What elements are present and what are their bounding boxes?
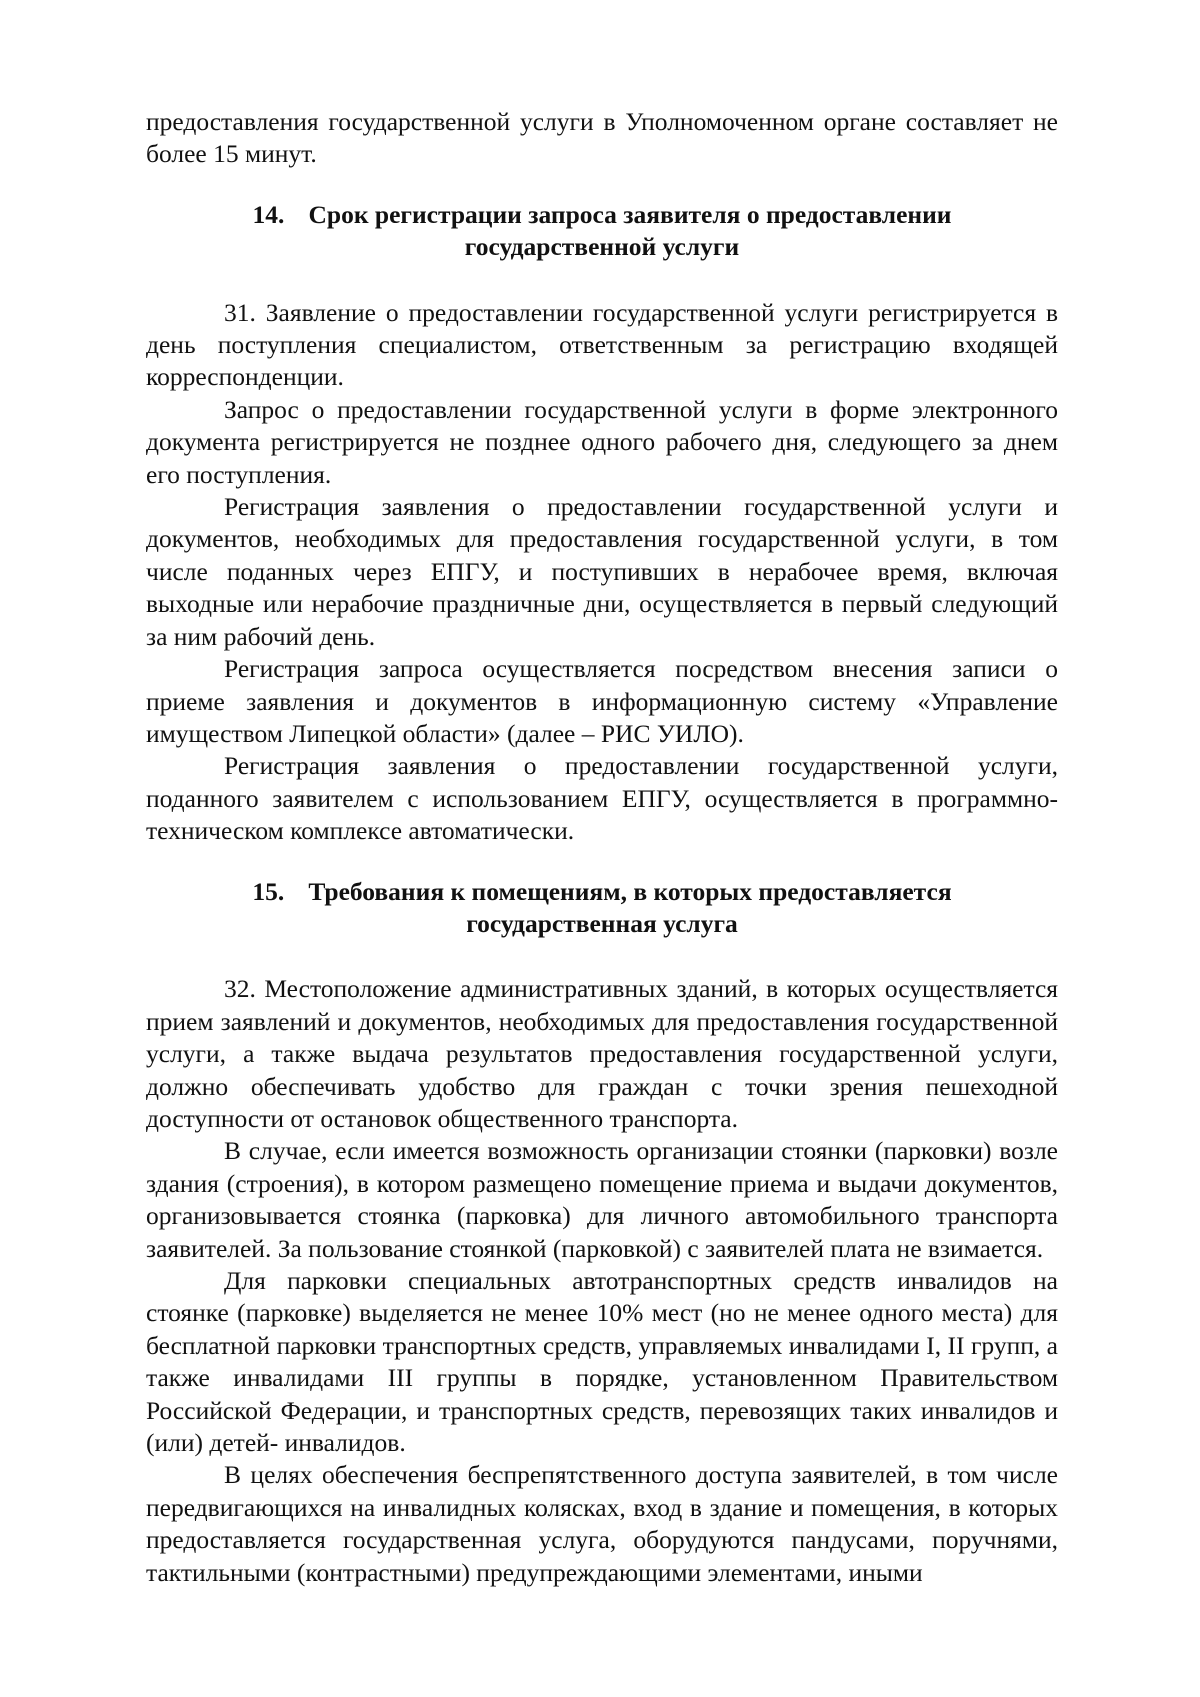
section-14-number: 14. bbox=[252, 199, 285, 229]
section-14-paragraph-ris-uilo: Регистрация запроса осуществляется посредством внесения записи о приеме заявления и документов в информационную систему «Управление имуществом Липецкой области» (далее – РИС УИЛО). bbox=[146, 654, 1058, 748]
section-14-paragraph-epgu-automatic: Регистрация заявления о предоставлении государственной услуги, поданного заявителем с использованием ЕПГУ, осуществляется в программно-техническом комплексе автоматически. bbox=[146, 751, 1058, 846]
section-15-paragraph-parking: В случае, если имеется возможность организации стоянки (парковки) возле здания (строения), в котором размещено помещение приема и выдачи документов, организовывается стоянка (парковка) для личного автомобильного транспорта заявителей. За пользование стоянкой (парковкой) с заявителей плата не взимается. bbox=[146, 1136, 1058, 1263]
section-14-title-line-1: Срок регистрации запроса заявителя о предоставлении bbox=[308, 199, 952, 229]
intro-paragraph: предоставления государственной услуги в Уполномоченном органе составляет не более 15 минут. bbox=[146, 107, 1058, 169]
section-14-heading-line-1 bbox=[146, 199, 1058, 231]
section-15-title-line-1: Требования к помещениям, в которых предоставляется bbox=[308, 876, 952, 906]
section-15-heading bbox=[146, 876, 1058, 941]
section-15-paragraph-disabled-parking: Для парковки специальных автотранспортных средств инвалидов на стоянке (парковке) выделяется не менее 10% мест (но не менее одного места) для бесплатной парковки транспортных средств, управляемых инвалидами I, II групп, а также инвалидами III группы в порядке, установленном Правительством Российской Федерации, и транспортных средств, перевозящих таких инвалидов и (или) детей- инвалидов. bbox=[146, 1266, 1058, 1458]
section-15-paragraph-accessibility: В целях обеспечения беспрепятственного доступа заявителей, в том числе передвигающихся на инвалидных колясках, вход в здание и помещения, в которых предоставляется государственная услуга, оборудуются пандусами, поручнями, тактильными (контрастными) предупреждающими элементами, иными bbox=[146, 1460, 1058, 1587]
section-15-heading-line-1 bbox=[146, 876, 1058, 908]
section-15-title-line-2: государственная услуга bbox=[466, 908, 738, 938]
section-14-heading bbox=[146, 199, 1058, 264]
section-14-paragraph-31: 31. Заявление о предоставлении государственной услуги регистрируется в день поступления специалистом, ответственным за регистрацию входящей корреспонденции. bbox=[146, 297, 1058, 392]
section-15-paragraph-32: 32. Местоположение административных зданий, в которых осуществляется прием заявлений и документов, необходимых для предоставления государственной услуги, а также выдача результатов предоставления государственной услуги, должно обеспечивать удобство для граждан с точки зрения пешеходной доступности от остановок общественного транспорта. bbox=[146, 974, 1058, 1133]
document-page bbox=[146, 106, 1058, 1589]
section-14-paragraph-registration-nonworking: Регистрация заявления о предоставлении государственной услуги и документов, необходимых для предоставления государственной услуги, в том числе поданных через ЕПГУ, и поступивших в нерабочее время, включая выходные или нерабочие праздничные дни, осуществляется в первый следующий за ним рабочий день. bbox=[146, 492, 1058, 651]
section-15-number: 15. bbox=[252, 876, 285, 906]
section-14-paragraph-electronic-request: Запрос о предоставлении государственной услуги в форме электронного документа регистрируется не позднее одного рабочего дня, следующего за днем его поступления. bbox=[146, 394, 1058, 489]
section-14-title-line-2: государственной услуги bbox=[464, 232, 740, 262]
